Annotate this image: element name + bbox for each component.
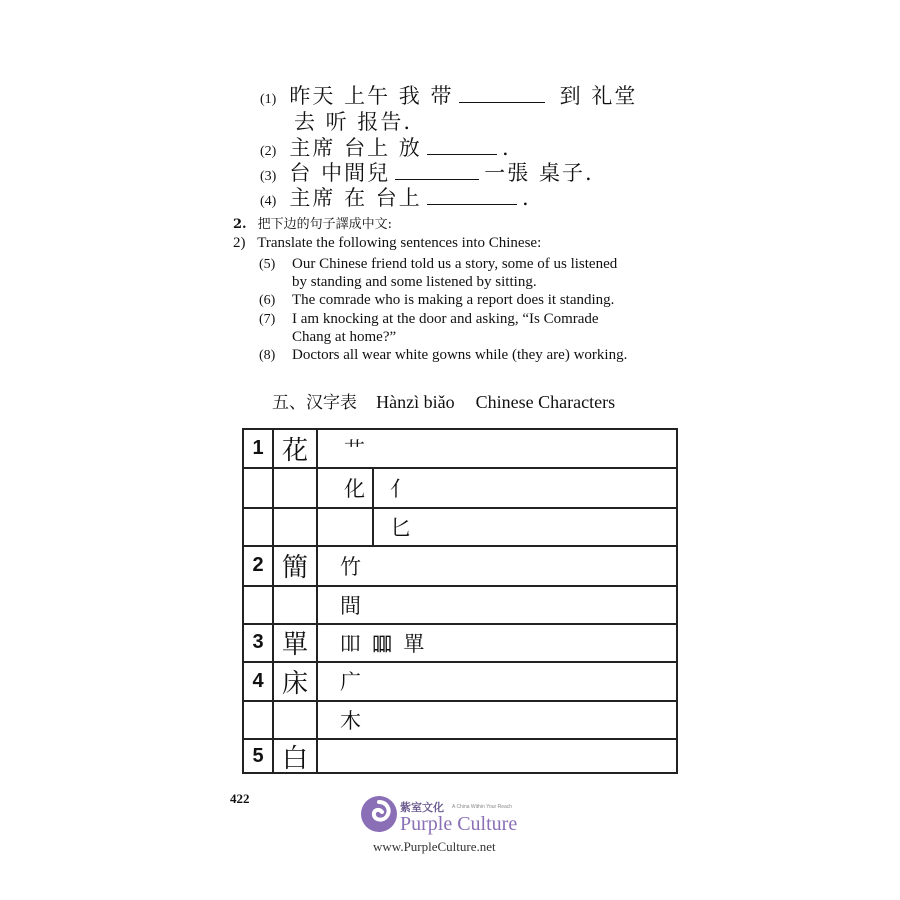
table-component: 吅 𠱠 單 <box>340 631 427 656</box>
table-character: 簡 <box>281 553 308 583</box>
table-divider <box>244 700 676 702</box>
watermark-brand-name: Purple Culture <box>400 813 518 835</box>
table-row-number: 4 <box>252 669 264 692</box>
table-divider <box>272 430 274 772</box>
table-character: 單 <box>281 630 308 660</box>
table-divider <box>244 507 676 509</box>
watermark-tagline: A China Within Your Reach <box>452 804 513 810</box>
character-table <box>242 428 678 774</box>
table-component: 广 <box>340 670 361 694</box>
purple-culture-logo-icon <box>359 794 399 834</box>
translation-item-6-line-1: The comrade who is making a report does it standing. <box>292 292 615 308</box>
translation-item-8-line-1: Doctors all wear white gowns while (they are) working. <box>292 347 628 363</box>
table-component: 木 <box>340 708 361 733</box>
exercise-item-3: (3) 台 中間兒 一張 桌子. <box>260 161 594 185</box>
exercise-item-4: (4) 主席 在 台上 . <box>260 186 531 210</box>
table-divider <box>244 585 676 587</box>
table-character: 床 <box>281 668 308 699</box>
page-number: 422 <box>230 791 250 806</box>
table-divider <box>244 467 676 469</box>
table-component: 間 <box>340 593 361 618</box>
table-component: 艹 <box>344 437 365 462</box>
table-subcomponent: 亻 <box>390 476 411 501</box>
watermark-url: www.PurpleCulture.net <box>373 839 496 854</box>
exercise-2-cn-heading: 2. 把下边的句子譯成中文: <box>233 217 393 232</box>
table-row-number: 1 <box>252 437 264 459</box>
translation-item-7: (7) <box>259 312 276 327</box>
fill-blank <box>427 186 517 205</box>
exercise-2-en-heading: 2) Translate the following sentences into Chinese: <box>233 235 542 251</box>
translation-item-5-line-2: by standing and some listened by sitting. <box>292 274 537 290</box>
exercise-item-1-continuation: 去 听 报告. <box>294 110 413 134</box>
table-divider <box>316 430 318 772</box>
translation-item-7-line-2: Chang at home?” <box>292 329 397 345</box>
exercise-item-1: (1) 昨天 上午 我 带 到 礼堂 <box>260 84 638 108</box>
table-row-number: 2 <box>252 554 264 576</box>
translation-item-6: (6) <box>259 293 276 308</box>
fill-blank <box>459 84 545 103</box>
translation-item-5: (5) <box>259 257 276 272</box>
translation-item-7-line-1: I am knocking at the door and asking, “Is Comrade <box>292 311 599 327</box>
table-subcomponent: 匕 <box>390 515 411 540</box>
section-5-heading: 五、汉字表 Hànzì biǎo Chinese Characters <box>272 392 616 413</box>
table-character: 花 <box>281 436 308 466</box>
fill-blank <box>427 136 497 155</box>
table-component: 化 <box>344 476 365 501</box>
table-row-number: 5 <box>252 745 264 767</box>
table-row-number: 3 <box>252 631 264 653</box>
table-component: 竹 <box>340 554 361 579</box>
translation-item-5-line-1: Our Chinese friend told us a story, some of us listened <box>292 256 618 272</box>
exercise-item-2: (2) 主席 台上 放 . <box>260 136 511 160</box>
table-character: 白 <box>281 744 308 774</box>
fill-blank <box>395 161 479 180</box>
translation-item-8: (8) <box>259 348 276 363</box>
watermark-chinese-name: 紫室文化 <box>400 801 444 814</box>
